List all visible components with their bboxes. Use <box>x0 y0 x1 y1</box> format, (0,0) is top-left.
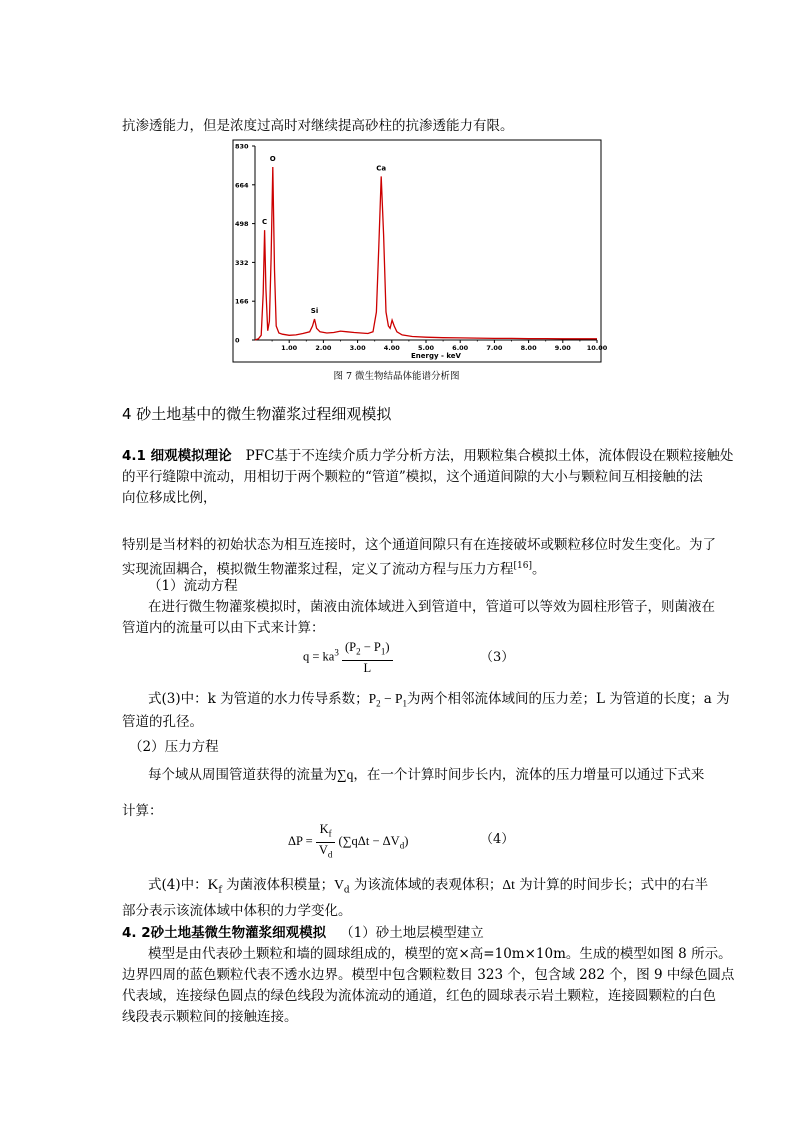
flow-desc-line2: 管道的孔径。 <box>122 714 203 730</box>
s42-line2: 模型是由代表砂土颗粒和墙的圆球组成的，模型的宽×高=10m×10m。生成的模型如图 8 所示。 <box>148 946 732 962</box>
s42-line1 <box>122 924 484 942</box>
s42-subheading: （1）砂土地层模型建立 <box>340 925 484 941</box>
pressure-line1: 每个域从周围管道获得的流量为∑q，在一个计算时间步长内，流体的压力增量可以通过下式来 <box>148 767 705 783</box>
s41-line4: 特别是当材料的初始状态为相互连接时，这个通道间隙只有在连接破坏或颗粒移位时发生变化。为了 <box>122 537 716 553</box>
y-tick-label: 0 <box>235 336 240 345</box>
x-tick-label: 2.00 <box>315 344 332 352</box>
s42-line3: 边界四周的蓝色颗粒代表不透水边界。模型中包含颗粒数目 323 个，包含域 282 个，图 9 中绿色圆点 <box>122 967 735 983</box>
y-tick-label: 166 <box>235 297 249 306</box>
x-tick-label: 6.00 <box>452 344 469 352</box>
x-tick-label: 1.00 <box>281 344 298 352</box>
flow-line2: 管道内的流量可以由下式来计算： <box>122 620 325 636</box>
peak-label-c: C <box>262 218 268 227</box>
flow-heading: （1）流动方程 <box>148 578 238 594</box>
x-tick-label: 8.00 <box>520 344 537 352</box>
x-tick-label: 10.00 <box>586 344 608 352</box>
x-tick-label: 3.00 <box>349 344 366 352</box>
equation-3-number: （3） <box>480 650 515 665</box>
figure-caption: 图 7 微生物结晶体能谱分析图 <box>333 371 460 382</box>
s41-line1 <box>122 447 733 465</box>
eds-spectrum-chart <box>233 140 608 362</box>
section-4-title: 4 砂土地基中的微生物灌浆过程细观模拟 <box>122 405 392 423</box>
y-tick-label: 498 <box>235 220 249 229</box>
s42-line5: 线段表示颗粒间的接触连接。 <box>122 1009 298 1025</box>
pressure-heading: （2）压力方程 <box>129 739 219 755</box>
s41-line5 <box>122 557 545 579</box>
s41-text5: 实现流固耦合，模拟微生物灌浆过程，定义了流动方程与压力方程 <box>122 561 514 578</box>
peak-label-o: O <box>269 155 276 164</box>
x-tick-label: 4.00 <box>383 344 400 352</box>
chart-frame <box>233 140 601 362</box>
flow-desc-line1: 式(3)中：k 为管道的水力传导系数；$P_2 - P_1$为两个相邻流体域间的压力差；L 为管道的长度；a 为 <box>148 691 730 709</box>
s41-text5-end: 。 <box>531 561 546 578</box>
peak-label-ca: Ca <box>376 164 387 173</box>
flow-line1: 在进行微生物灌浆模拟时，菌液由流体域进入到管道中，管道可以等效为圆柱形管子，则菌液在 <box>148 599 715 615</box>
pressure-diff-symbol: $P_2 - P_1$ <box>368 691 407 709</box>
citation-16: [16] <box>513 561 532 571</box>
s42-heading: 4. 2砂土地基微生物灌浆细观模拟 <box>122 925 327 941</box>
s42-line4: 代表域，连接绿色圆点的绿色线段为流体流动的通道，红色的圆球表示岩土颗粒，连接圆颗粒的白色 <box>122 988 716 1004</box>
pressure-line2: 计算： <box>122 803 163 819</box>
x-tick-label: 7.00 <box>486 344 503 352</box>
y-tick-label: 332 <box>235 258 249 267</box>
x-tick-label: 9.00 <box>554 344 571 352</box>
pressure-desc-line2: 部分表示该流体域中体积的力学变化。 <box>122 903 352 919</box>
x-tick-label: 5.00 <box>417 344 435 352</box>
equation-4-number: （4） <box>480 832 515 847</box>
s41-text1: PFC基于不连续介质力学分析方法，用颗粒集合模拟土体，流体假设在颗粒接触处 <box>245 448 734 464</box>
s41-line2: 的平行缝隙中流动，用相切于两个颗粒的“管道”模拟，这个通道间隙的大小与颗粒间互相接触的法 <box>122 469 703 485</box>
equation-4: ΔP = $\frac{K_f}{V_d}$ $(\sum q\Delta t - \Delta V_d)$ <box>288 822 409 859</box>
y-tick-label: 664 <box>235 181 249 190</box>
x-axis-label: Energy - keV <box>411 352 461 360</box>
peak-label-si: Si <box>310 306 319 315</box>
sum-q-symbol: ∑q <box>337 767 354 782</box>
intro-line: 抗渗透能力，但是浓度过高时对继续提高砂柱的抗渗透能力有限。 <box>122 118 514 134</box>
s41-heading: 4.1 细观模拟理论 <box>122 448 232 464</box>
pressure-desc-line1: 式(4)中：$K_f$ 为菌液体积模量；$V_d$ 为该流体域的表观体积；Δt 为计算的时间步长；式中的右半 <box>148 877 709 896</box>
s41-line3: 向位移成比例， <box>122 490 217 506</box>
equation-3: $q = ka^3$ $\frac{(P_2 - P_1)}{L}$ <box>303 640 393 676</box>
y-tick-label: 830 <box>235 142 249 151</box>
